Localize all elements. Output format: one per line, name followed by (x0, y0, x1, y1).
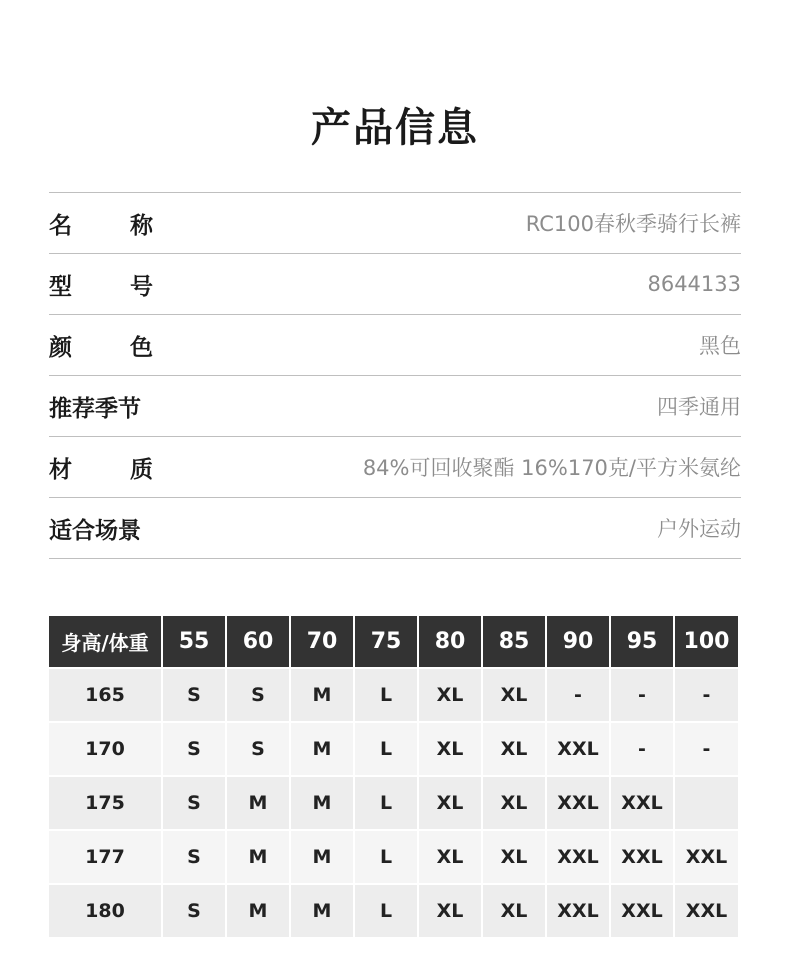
size-cell: XXL (610, 884, 674, 937)
size-cell: S (162, 776, 226, 830)
info-row-material (49, 437, 741, 498)
size-cell: XXL (610, 776, 674, 830)
label-char: 色 (130, 334, 153, 361)
label-char: 质 (130, 456, 153, 483)
size-cell: S (162, 668, 226, 722)
size-cell: - (674, 668, 738, 722)
info-label: 推荐季节 (49, 395, 141, 422)
height-weight-header: 身高/体重 (49, 616, 162, 668)
size-cell (674, 776, 738, 830)
size-row (49, 776, 738, 830)
height-cell: 180 (49, 884, 162, 937)
label-char: 材 (49, 456, 72, 483)
weight-header: 90 (546, 616, 610, 668)
info-label (49, 207, 153, 240)
size-cell: M (226, 830, 290, 884)
size-cell: XL (482, 776, 546, 830)
size-cell: XL (418, 722, 482, 776)
size-cell: M (290, 668, 354, 722)
info-value: 84%可回收聚酯 16%170克/平方米氨纶 (362, 456, 741, 480)
size-cell: M (290, 830, 354, 884)
info-row-name (49, 193, 741, 254)
size-cell: XXL (674, 830, 738, 884)
size-cell: L (354, 722, 418, 776)
size-row (49, 884, 738, 937)
weight-header: 60 (226, 616, 290, 668)
info-value: 户外运动 (657, 517, 741, 541)
page-title: 产品信息 (311, 105, 479, 151)
size-cell: L (354, 884, 418, 937)
size-cell: M (290, 884, 354, 937)
info-row-season (49, 376, 741, 437)
size-cell: XL (418, 776, 482, 830)
label-char: 型 (49, 273, 72, 300)
info-value: RC100春秋季骑行长裤 (525, 212, 741, 236)
info-value: 8644133 (647, 272, 741, 296)
size-cell: S (162, 884, 226, 937)
size-cell: - (674, 722, 738, 776)
size-cell: - (546, 668, 610, 722)
size-cell: M (226, 776, 290, 830)
size-cell: XL (482, 668, 546, 722)
label-char: 颜 (49, 334, 72, 361)
info-row-scenario (49, 498, 741, 559)
weight-header: 100 (674, 616, 738, 668)
size-cell: - (610, 722, 674, 776)
info-label (49, 268, 153, 301)
size-cell: XXL (546, 830, 610, 884)
size-cell: XXL (546, 722, 610, 776)
size-cell: M (226, 884, 290, 937)
height-cell: 170 (49, 722, 162, 776)
size-cell: XL (418, 830, 482, 884)
size-cell: XXL (610, 830, 674, 884)
size-cell: M (290, 776, 354, 830)
size-cell: S (162, 722, 226, 776)
label-char: 名 (49, 212, 72, 239)
weight-header: 95 (610, 616, 674, 668)
size-cell: L (354, 776, 418, 830)
size-cell: S (162, 830, 226, 884)
size-cell: M (290, 722, 354, 776)
size-cell: XXL (674, 884, 738, 937)
size-cell: L (354, 830, 418, 884)
weight-header: 80 (418, 616, 482, 668)
weight-header: 70 (290, 616, 354, 668)
size-cell: XL (482, 830, 546, 884)
size-cell: S (226, 668, 290, 722)
info-row-model (49, 254, 741, 315)
size-chart-table (49, 616, 738, 937)
product-info-table (49, 192, 741, 559)
height-cell: 175 (49, 776, 162, 830)
size-cell: S (226, 722, 290, 776)
weight-header: 75 (354, 616, 418, 668)
info-row-color (49, 315, 741, 376)
size-cell: XL (482, 884, 546, 937)
size-row (49, 722, 738, 776)
size-row (49, 668, 738, 722)
label-char: 称 (130, 212, 153, 239)
weight-header: 55 (162, 616, 226, 668)
info-value: 四季通用 (657, 395, 741, 419)
size-row (49, 830, 738, 884)
info-value: 黑色 (699, 334, 741, 358)
label-char: 号 (130, 273, 153, 300)
size-cell: XL (418, 668, 482, 722)
size-cell: XXL (546, 776, 610, 830)
height-cell: 177 (49, 830, 162, 884)
info-label: 适合场景 (49, 517, 141, 544)
size-cell: - (610, 668, 674, 722)
info-label (49, 451, 153, 484)
info-label (49, 329, 153, 362)
size-cell: XL (482, 722, 546, 776)
height-cell: 165 (49, 668, 162, 722)
size-header-row (49, 616, 738, 668)
size-cell: XL (418, 884, 482, 937)
size-cell: L (354, 668, 418, 722)
weight-header: 85 (482, 616, 546, 668)
size-cell: XXL (546, 884, 610, 937)
